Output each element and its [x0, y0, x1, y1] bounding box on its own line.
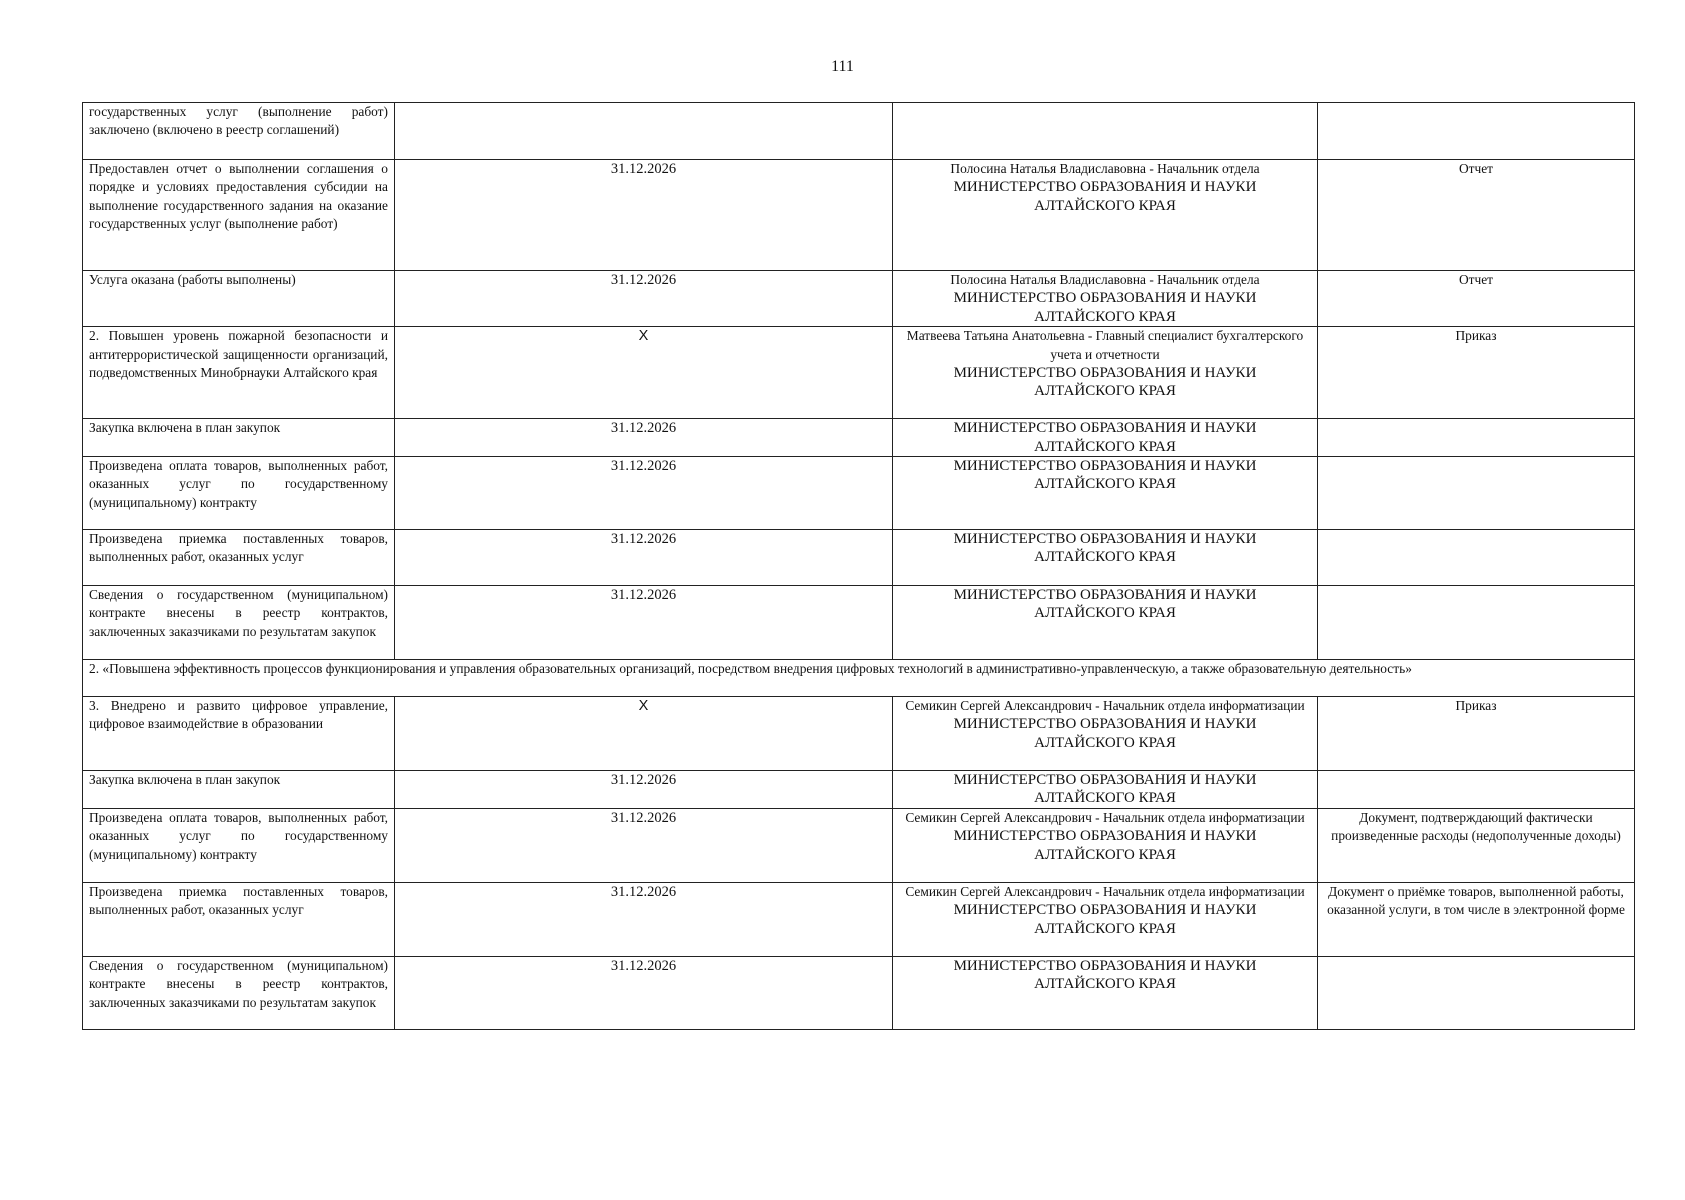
- document-cell: Отчет: [1318, 271, 1635, 327]
- table-row: [83, 882, 1635, 956]
- responsible-cell: [893, 327, 1318, 419]
- responsible-cell: [893, 457, 1318, 530]
- date-cell: 31.12.2026: [395, 586, 893, 660]
- event-cell: Закупка включена в план закупок: [83, 771, 395, 809]
- department-line-2: АЛТАЙСКОГО КРАЯ: [1034, 308, 1176, 325]
- department-line-2: АЛТАЙСКОГО КРАЯ: [1034, 734, 1176, 751]
- responsible-cell: [893, 771, 1318, 809]
- department-line-2: АЛТАЙСКОГО КРАЯ: [1034, 383, 1176, 400]
- table-row: [83, 808, 1635, 882]
- date-cell: 31.12.2026: [395, 457, 893, 530]
- event-cell: 3. Внедрено и развито цифровое управление, цифровое взаимодействие в образовании: [83, 697, 395, 771]
- date-cell: 31.12.2026: [395, 882, 893, 956]
- document-cell: Приказ: [1318, 697, 1635, 771]
- department-line-1: МИНИСТЕРСТВО ОБРАЗОВАНИЯ И НАУКИ: [953, 957, 1257, 974]
- department-line-1: МИНИСТЕРСТВО ОБРАЗОВАНИЯ И НАУКИ: [953, 716, 1257, 733]
- responsible-cell: [893, 956, 1318, 1029]
- date-cell: 31.12.2026: [395, 419, 893, 457]
- document-cell: Приказ: [1318, 327, 1635, 419]
- table-row: [83, 586, 1635, 660]
- department-line-1: МИНИСТЕРСТВО ОБРАЗОВАНИЯ И НАУКИ: [953, 458, 1257, 475]
- responsible-cell: [893, 586, 1318, 660]
- department-line-1: МИНИСТЕРСТВО ОБРАЗОВАНИЯ И НАУКИ: [953, 179, 1257, 196]
- department-line-1: МИНИСТЕРСТВО ОБРАЗОВАНИЯ И НАУКИ: [953, 531, 1257, 548]
- date-cell: X: [395, 697, 893, 771]
- department-line-2: АЛТАЙСКОГО КРАЯ: [1034, 605, 1176, 622]
- document-cell: Отчет: [1318, 160, 1635, 271]
- responsible-cell: [893, 808, 1318, 882]
- control-points-table: [82, 102, 1635, 1030]
- department-line-2: АЛТАЙСКОГО КРАЯ: [1034, 197, 1176, 214]
- section-heading: 2. «Повышена эффективность процессов функционирования и управления образовательных организаций, посредством внедрения цифровых технологий в административно-управленческую, а также образовательную деятельность»: [83, 660, 1635, 697]
- document-cell: [1318, 457, 1635, 530]
- event-cell: Сведения о государственном (муниципальном) контракте внесены в реестр контрактов, заключенных заказчиками по результатам закупок: [83, 956, 395, 1029]
- table-row: [83, 160, 1635, 271]
- responsible-person: Семикин Сергей Александрович - Начальник отдела информатизации: [905, 883, 1305, 899]
- event-cell: Произведена оплата товаров, выполненных работ, оказанных услуг по государственному (муниципальному) контракту: [83, 808, 395, 882]
- date-cell: 31.12.2026: [395, 160, 893, 271]
- responsible-person: Семикин Сергей Александрович - Начальник отдела информатизации: [905, 809, 1305, 825]
- event-cell: Услуга оказана (работы выполнены): [83, 271, 395, 327]
- table-row: [83, 530, 1635, 586]
- responsible-person: Матвеева Татьяна Анатольевна - Главный специалист бухгалтерского учета и отчетности: [906, 328, 1304, 362]
- event-cell: Произведена приемка поставленных товаров, выполненных работ, оказанных услуг: [83, 882, 395, 956]
- department-line-1: МИНИСТЕРСТВО ОБРАЗОВАНИЯ И НАУКИ: [953, 365, 1257, 382]
- responsible-cell: [893, 103, 1318, 160]
- event-cell: Предоставлен отчет о выполнении соглашения о порядке и условиях предоставления субсидии на выполнение государственного задания на оказание государственных услуг (выполнение работ): [83, 160, 395, 271]
- department-line-1: МИНИСТЕРСТВО ОБРАЗОВАНИЯ И НАУКИ: [953, 290, 1257, 307]
- document-cell: Документ о приёмке товаров, выполненной работы, оказанной услуги, в том числе в электронной форме: [1318, 882, 1635, 956]
- responsible-cell: [893, 882, 1318, 956]
- event-cell: Сведения о государственном (муниципальном) контракте внесены в реестр контрактов, заключенных заказчиками по результатам закупок: [83, 586, 395, 660]
- department-line-2: АЛТАЙСКОГО КРАЯ: [1034, 976, 1176, 993]
- document-cell: [1318, 771, 1635, 809]
- department-line-1: МИНИСТЕРСТВО ОБРАЗОВАНИЯ И НАУКИ: [953, 902, 1257, 919]
- event-cell: 2. Повышен уровень пожарной безопасности и антитеррористической защищенности организаций, подведомственных Минобрнауки Алтайского края: [83, 327, 395, 419]
- department-line-2: АЛТАЙСКОГО КРАЯ: [1034, 846, 1176, 863]
- responsible-cell: [893, 419, 1318, 457]
- page-number: 111: [831, 58, 854, 75]
- department-line-1: МИНИСТЕРСТВО ОБРАЗОВАНИЯ И НАУКИ: [953, 772, 1257, 789]
- department-line-2: АЛТАЙСКОГО КРАЯ: [1034, 438, 1176, 455]
- table-row: [83, 771, 1635, 809]
- table-row: [83, 956, 1635, 1029]
- table-row: [83, 457, 1635, 530]
- event-cell: Закупка включена в план закупок: [83, 419, 395, 457]
- date-cell: X: [395, 327, 893, 419]
- responsible-cell: [893, 530, 1318, 586]
- document-cell: [1318, 103, 1635, 160]
- date-cell: 31.12.2026: [395, 956, 893, 1029]
- department-line-1: МИНИСТЕРСТВО ОБРАЗОВАНИЯ И НАУКИ: [953, 587, 1257, 604]
- table-row: [83, 271, 1635, 327]
- section-heading-row: [83, 660, 1635, 697]
- table-row: [83, 327, 1635, 419]
- responsible-cell: [893, 271, 1318, 327]
- table-row: [83, 103, 1635, 160]
- document-cell: [1318, 530, 1635, 586]
- document-cell: Документ, подтверждающий фактически произведенные расходы (недополученные доходы): [1318, 808, 1635, 882]
- responsible-cell: [893, 697, 1318, 771]
- document-cell: [1318, 419, 1635, 457]
- document-cell: [1318, 586, 1635, 660]
- department-line-2: АЛТАЙСКОГО КРАЯ: [1034, 920, 1176, 937]
- document-cell: [1318, 956, 1635, 1029]
- date-cell: 31.12.2026: [395, 771, 893, 809]
- department-line-2: АЛТАЙСКОГО КРАЯ: [1034, 549, 1176, 566]
- responsible-person: Семикин Сергей Александрович - Начальник отдела информатизации: [905, 698, 1305, 714]
- responsible-person: Полосина Наталья Владиславовна - Начальник отдела: [950, 161, 1260, 176]
- date-cell: 31.12.2026: [395, 271, 893, 327]
- date-cell: 31.12.2026: [395, 808, 893, 882]
- department-line-1: МИНИСТЕРСТВО ОБРАЗОВАНИЯ И НАУКИ: [953, 420, 1257, 437]
- table-row: [83, 419, 1635, 457]
- department-line-2: АЛТАЙСКОГО КРАЯ: [1034, 790, 1176, 807]
- department-line-2: АЛТАЙСКОГО КРАЯ: [1034, 476, 1176, 493]
- table-row: [83, 697, 1635, 771]
- responsible-person: Полосина Наталья Владиславовна - Начальник отдела: [950, 272, 1260, 287]
- event-cell: государственных услуг (выполнение работ) заключено (включено в реестр соглашений): [83, 103, 395, 160]
- event-cell: Произведена оплата товаров, выполненных работ, оказанных услуг по государственному (муниципальному) контракту: [83, 457, 395, 530]
- department-line-1: МИНИСТЕРСТВО ОБРАЗОВАНИЯ И НАУКИ: [953, 828, 1257, 845]
- event-cell: Произведена приемка поставленных товаров, выполненных работ, оказанных услуг: [83, 530, 395, 586]
- date-cell: [395, 103, 893, 160]
- date-cell: 31.12.2026: [395, 530, 893, 586]
- responsible-cell: [893, 160, 1318, 271]
